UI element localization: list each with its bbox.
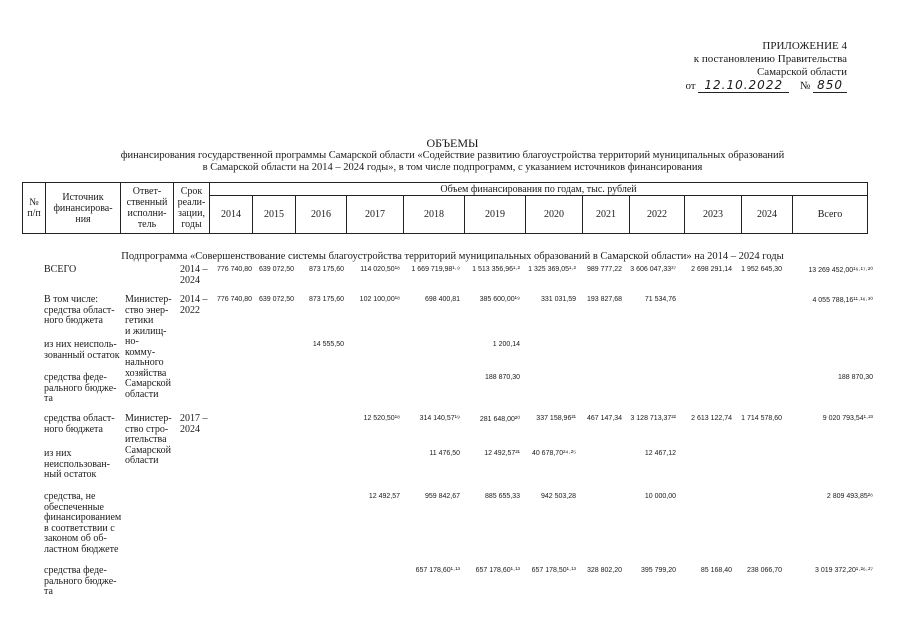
- value-2023: 2 698 291,14: [691, 266, 732, 273]
- value-2021: 193 827,68: [586, 296, 622, 303]
- row-label: из них неиспользован- ный остаток: [44, 448, 110, 480]
- value-2014: 776 740,80: [216, 296, 252, 303]
- year-2019: 2019: [465, 196, 526, 234]
- value-2019: 281 648,00²⁰: [479, 416, 520, 423]
- year-2016: 2016: [296, 196, 347, 234]
- appendix-block: [685, 40, 847, 93]
- row-label: средства област- ного бюджета: [44, 413, 115, 435]
- handwritten-number: 850: [813, 78, 847, 93]
- col-volume: Объем финансирования по годам, тыс. рублей: [210, 183, 868, 196]
- value-2018: 11 476,50: [429, 450, 460, 457]
- value-2018: 314 140,57¹⁹: [419, 415, 460, 422]
- value-2018: 657 178,60¹·¹³: [415, 567, 460, 574]
- value-2019: 657 178,60¹·¹³: [475, 567, 520, 574]
- handwritten-date: 12.10.2022: [698, 78, 789, 93]
- value-2021: 989 777,22: [586, 266, 622, 273]
- value-2024: 1 714 578,60: [741, 415, 782, 422]
- value-2015: 639 072,50: [258, 296, 294, 303]
- appendix-title: ПРИЛОЖЕНИЕ 4: [762, 40, 847, 52]
- value-2016: 14 555,50: [312, 341, 344, 348]
- document-title: ОБЪЕМЫ: [426, 136, 479, 150]
- value-2016: 873 175,60: [308, 296, 344, 303]
- value-2016: 873 175,60: [308, 266, 344, 273]
- value-2020: 1 325 369,05¹·²: [528, 266, 576, 273]
- year-2015: 2015: [253, 196, 296, 234]
- value-2021: 467 147,34: [586, 415, 622, 422]
- col-total: Всего: [793, 196, 868, 234]
- header-table: [22, 182, 868, 234]
- value-2020: 942 503,28: [540, 493, 576, 500]
- appendix-resolution: к постановлению Правительства: [693, 53, 847, 65]
- value-2019: 188 870,30: [484, 374, 520, 381]
- value-2017: 12 492,57: [368, 493, 400, 500]
- appendix-date-line: [685, 79, 847, 93]
- row-label: из них неисполь- зованный остаток: [44, 339, 120, 361]
- year-2021: 2021: [583, 196, 630, 234]
- appendix-region: Самарской области: [756, 66, 847, 78]
- value-2023: 2 613 122,74: [691, 415, 732, 422]
- value-2024: 1 952 645,30: [741, 266, 782, 273]
- row-term: 2014 – 2022: [180, 294, 208, 316]
- number-label: №: [799, 80, 811, 92]
- row-label: средства феде- рального бюдже- та: [44, 565, 117, 597]
- value-total: 2 809 493,85²⁶: [826, 493, 873, 500]
- value-2019: 1 513 356,96¹·²: [472, 266, 520, 273]
- row-label: В том числе: средства област- ного бюджета: [44, 294, 115, 326]
- value-2017: 114 020,50¹⁸: [360, 266, 400, 273]
- value-2020: 337 158,96²¹: [536, 415, 576, 422]
- year-2023: 2023: [685, 196, 742, 234]
- col-source: Источник финансирова- ния: [46, 183, 121, 234]
- year-2017: 2017: [347, 196, 404, 234]
- col-no: № п/п: [23, 183, 46, 234]
- value-2018: 1 669 719,98¹·⁹: [411, 266, 460, 273]
- value-2022: 3 606 047,33³⁷: [630, 266, 676, 273]
- row-executor: Министер- ство стро- ительства Самарской области: [125, 413, 172, 466]
- row-term: 2017 – 2024: [180, 413, 208, 435]
- value-2023: 85 168,40: [700, 567, 732, 574]
- year-2024: 2024: [742, 196, 793, 234]
- value-2018: 959 842,67: [424, 493, 460, 500]
- value-2022: 3 128 713,37²²: [630, 415, 676, 422]
- value-2018: 698 400,81: [424, 296, 460, 303]
- row-label: средства, не обеспеченные финансированием в соответствии с законом об об- ластном бюджете: [44, 491, 122, 555]
- year-2020: 2020: [526, 196, 583, 234]
- value-2019: 885 655,33: [484, 493, 520, 500]
- value-2019: 385 600,00¹⁹: [479, 296, 520, 303]
- value-total: 3 019 372,20¹·²⁶·²⁷: [815, 567, 873, 574]
- value-total: 13 269 452,00¹⁶·¹⁷·²⁰: [808, 267, 873, 274]
- col-executor: Ответ- ственный исполни- тель: [121, 183, 174, 234]
- value-2020: 331 031,59: [540, 296, 576, 303]
- value-2020: 40 678,70²⁴·²⁵: [531, 450, 576, 457]
- row-label: средства феде- рального бюдже- та: [44, 372, 117, 404]
- subtitle-line-2: в Самарской области на 2014 – 2024 годы», в том числе подпрограмм, с указанием источников финансирования: [202, 162, 703, 173]
- value-2022: 10 000,00: [644, 493, 676, 500]
- value-2014: 776 740,80: [216, 266, 252, 273]
- value-2022: 71 534,76: [644, 296, 676, 303]
- value-2017: 102 100,00¹⁸: [359, 296, 400, 303]
- row-executor: Министер- ство энер- гетики и жилищ- но- комму- нального хозяйства Самарской области: [125, 294, 172, 400]
- value-2022: 12 467,12: [644, 450, 676, 457]
- year-2018: 2018: [404, 196, 465, 234]
- value-total: 4 055 788,16¹¹·¹⁶·³⁰: [812, 297, 873, 304]
- document-subtitle: [0, 150, 905, 174]
- value-2021: 328 802,20: [586, 567, 622, 574]
- year-2014: 2014: [210, 196, 253, 234]
- value-total: 9 020 793,54¹·²³: [822, 415, 873, 422]
- row-label: ВСЕГО: [44, 264, 77, 275]
- from-label: от: [685, 80, 696, 92]
- value-2022: 395 799,20: [640, 567, 676, 574]
- row-term: 2014 – 2024: [180, 264, 208, 286]
- value-2020: 657 178,50¹·¹³: [531, 567, 576, 574]
- year-2022: 2022: [630, 196, 685, 234]
- value-2017: 12 520,50¹⁸: [363, 415, 400, 422]
- value-total: 188 870,30: [837, 374, 873, 381]
- subtitle-line-1: финансирования государственной программы Самарской области «Содействие развитию благоустройства территорий муниципальных образований: [120, 150, 785, 161]
- value-2015: 639 072,50: [258, 266, 294, 273]
- subprogram-title: Подпрограмма «Совершенствование системы благоустройства территорий муниципальных образований в Самарской области» на 2014 – 2024 годы: [121, 251, 784, 262]
- col-term: Срок реали- зации, годы: [174, 183, 210, 234]
- value-2019: 1 200,14: [492, 341, 520, 348]
- value-2024: 238 066,70: [746, 567, 782, 574]
- value-2019: 12 492,57²¹: [484, 450, 520, 457]
